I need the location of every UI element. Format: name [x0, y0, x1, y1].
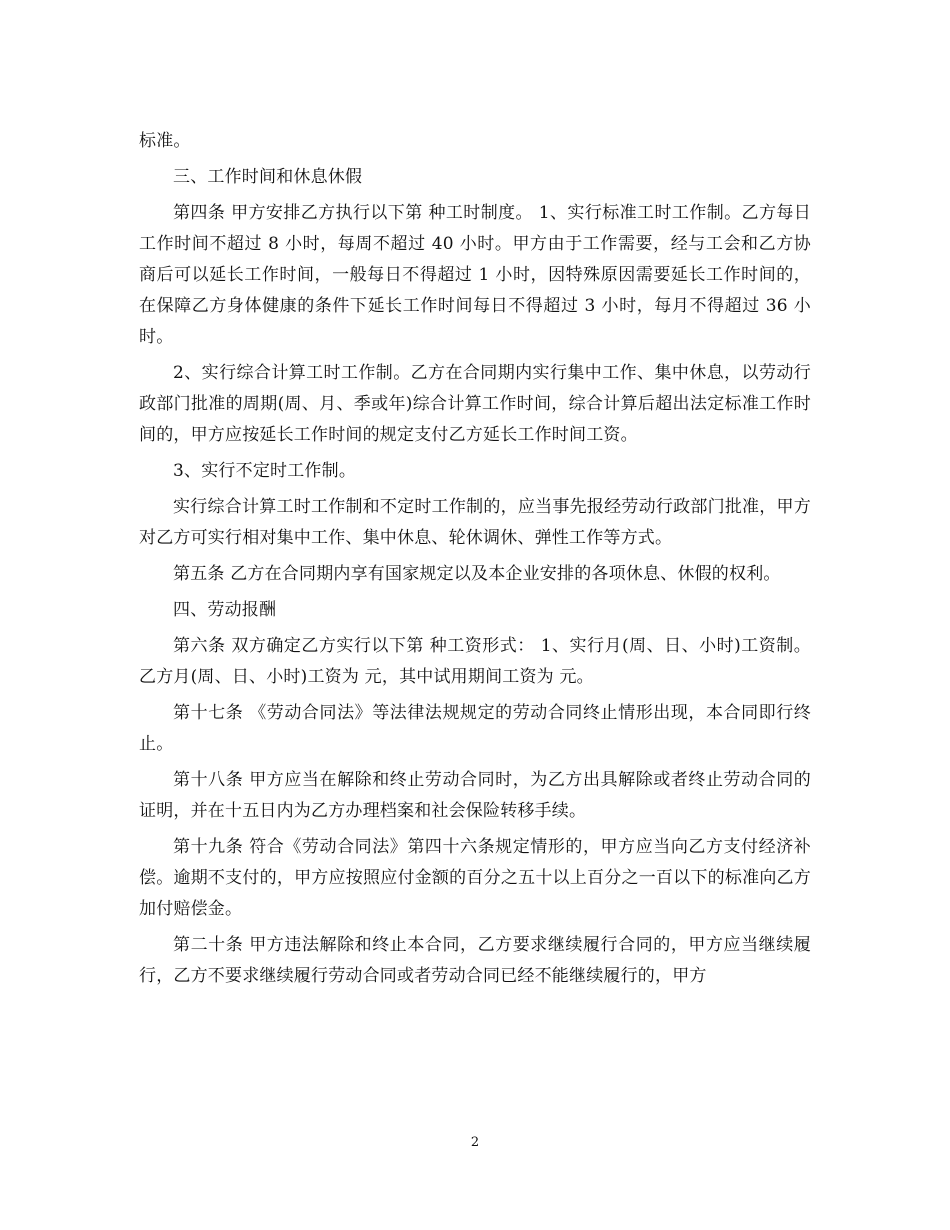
page-number: 2	[470, 1135, 480, 1150]
paragraph: 第四条 甲方安排乙方执行以下第 种工时制度。 1、实行标准工时工作制。乙方每日工作时间不超过 8 小时，每周不超过 40 小时。甲方由于工作需要，经与工会和乙方协商后可以延长工作时间，一般每日不得超过 1 小时，因特殊原因需要延长工作时间的，在保障乙方身体健康的条件下延长工作时间每日不得超过 3 小时，每月不得超过 36 小时。	[139, 203, 811, 347]
paragraph: 第十七条 《劳动合同法》等法律法规规定的劳动合同终止情形出现，本合同即行终止。	[139, 703, 811, 754]
section-heading: 三、工作时间和休息休假	[173, 167, 363, 187]
paragraph: 第五条 乙方在合同期内享有国家规定以及本企业安排的各项休息、休假的权利。	[173, 564, 781, 584]
paragraph: 实行综合计算工时工作制和不定时工作制的，应当事先报经劳动行政部门批准，甲方对乙方可实行相对集中工作、集中休息、轮休调休、弹性工作等方式。	[139, 497, 811, 548]
document-body	[139, 126, 811, 997]
section-heading: 四、劳动报酬	[173, 600, 277, 620]
paragraph: 标准。	[139, 131, 191, 151]
paragraph: 第二十条 甲方违法解除和终止本合同，乙方要求继续履行合同的，甲方应当继续履行，乙方不要求继续履行劳动合同或者劳动合同已经不能继续履行的，甲方	[139, 935, 811, 986]
paragraph: 第十九条 符合《劳动合同法》第四十六条规定情形的，甲方应当向乙方支付经济补偿。逾期不支付的，甲方应按照应付金额的百分之五十以上百分之一百以下的标准向乙方加付赔偿金。	[139, 837, 811, 919]
paragraph: 第六条 双方确定乙方实行以下第 种工资形式： 1、实行月(周、日、小时)工资制。乙方月(周、日、小时)工资为 元，其中试用期间工资为 元。	[139, 636, 811, 687]
paragraph: 3、实行不定时工作制。	[173, 461, 357, 481]
paragraph: 2、实行综合计算工时工作制。乙方在合同期内实行集中工作、集中休息，以劳动行政部门批准的周期(周、月、季或年)综合计算工作时间，综合计算后超出法定标准工作时间的，甲方应按延长工作时间的规定支付乙方延长工作时间工资。	[139, 363, 811, 445]
paragraph: 第十八条 甲方应当在解除和终止劳动合同时，为乙方出具解除或者终止劳动合同的证明，并在十五日内为乙方办理档案和社会保险转移手续。	[139, 770, 811, 821]
